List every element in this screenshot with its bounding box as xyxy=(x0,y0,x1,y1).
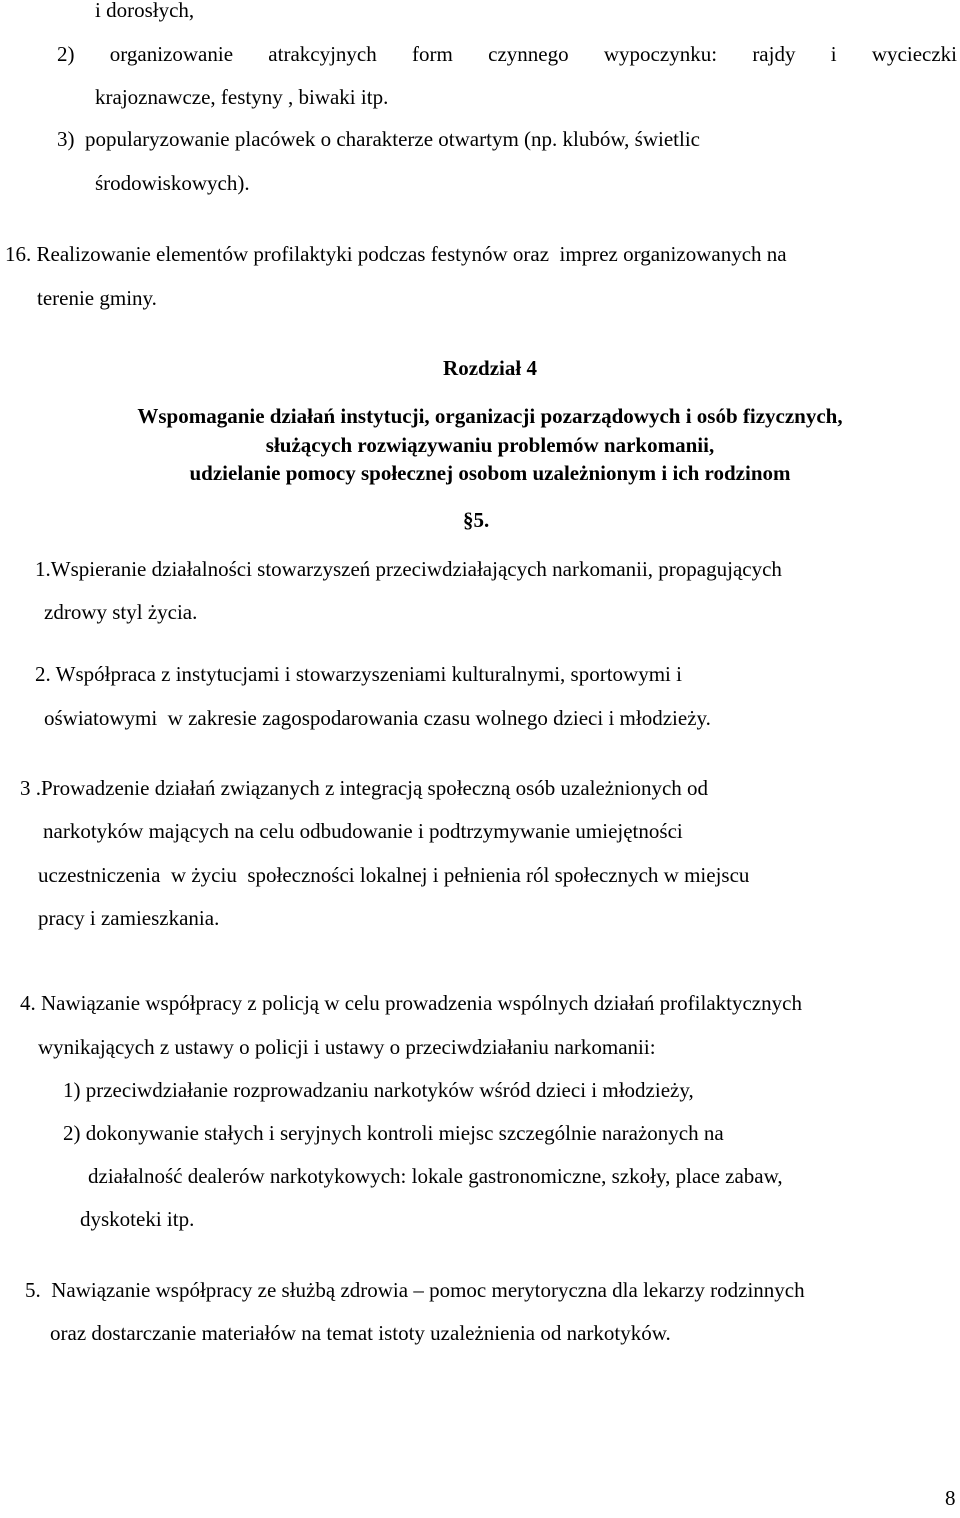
paragraph-4-sub-2-line: dyskoteki itp. xyxy=(80,1207,195,1231)
paragraph-1-line: 1.Wspieranie działalności stowarzyszeń przeciwdziałających narkomanii, propagujących xyxy=(35,557,782,581)
item-16-line: terenie gminy. xyxy=(37,286,157,310)
list-item-2-line: krajoznawcze, festyny , biwaki itp. xyxy=(95,85,389,109)
paragraph-5-line: oraz dostarczanie materiałów na temat istoty uzależnienia od narkotyków. xyxy=(50,1321,671,1345)
text-line: i dorosłych, xyxy=(95,0,195,22)
page-number: 8 xyxy=(945,1486,956,1510)
chapter-subtitle-line: udzielanie pomocy społecznej osobom uzależnionym i ich rodzinom xyxy=(189,461,791,485)
paragraph-2-line: 2. Współpraca z instytucjami i stowarzyszeniami kulturalnymi, sportowymi i xyxy=(35,662,682,686)
paragraph-5-line: 5. Nawiązanie współpracy ze służbą zdrowia – pomoc merytoryczna dla lekarzy rodzinnych xyxy=(25,1278,805,1302)
paragraph-4-sub-2-line: 2) dokonywanie stałych i seryjnych kontroli miejsc szczególnie narażonych na xyxy=(63,1121,724,1145)
list-item-2-line: 2) organizowanie atrakcyjnych form czynnego wypoczynku: rajdy i wycieczki xyxy=(57,42,957,66)
paragraph-4-line: wynikających z ustawy o policji i ustawy o przeciwdziałaniu narkomanii: xyxy=(38,1035,656,1059)
paragraph-3-line: uczestniczenia w życiu społeczności lokalnej i pełnienia ról społecznych w miejscu xyxy=(38,863,750,887)
paragraph-4-sub-2-line: działalność dealerów narkotykowych: lokale gastronomiczne, szkoły, place zabaw, xyxy=(88,1164,783,1188)
list-item-3-line: środowiskowych). xyxy=(95,171,250,195)
chapter-title: Rozdział 4 xyxy=(443,356,537,380)
paragraph-1-line: zdrowy styl życia. xyxy=(44,600,198,624)
chapter-subtitle-line: służących rozwiązywaniu problemów narkomanii, xyxy=(265,433,715,457)
paragraph-2-line: oświatowymi w zakresie zagospodarowania czasu wolnego dzieci i młodzieży. xyxy=(44,706,711,730)
paragraph-3-line: narkotyków mających na celu odbudowanie i podtrzymywanie umiejętności xyxy=(43,819,683,843)
item-16-line: 16. Realizowanie elementów profilaktyki podczas festynów oraz imprez organizowanych na xyxy=(5,242,787,266)
paragraph-4-sub-1: 1) przeciwdziałanie rozprowadzaniu narkotyków wśród dzieci i młodzieży, xyxy=(63,1078,694,1102)
list-item-3-line: 3) popularyzowanie placówek o charakterze otwartym (np. klubów, świetlic xyxy=(57,127,700,151)
paragraph-3-line: 3 .Prowadzenie działań związanych z integracją społeczną osób uzależnionych od xyxy=(20,776,709,800)
section-mark: §5. xyxy=(463,508,490,532)
paragraph-3-line: pracy i zamieszkania. xyxy=(38,906,220,930)
paragraph-4-line: 4. Nawiązanie współpracy z policją w celu prowadzenia wspólnych działań profilaktycznych xyxy=(20,991,802,1015)
chapter-subtitle-line: Wspomaganie działań instytucji, organizacji pozarządowych i osób fizycznych, xyxy=(137,404,843,428)
